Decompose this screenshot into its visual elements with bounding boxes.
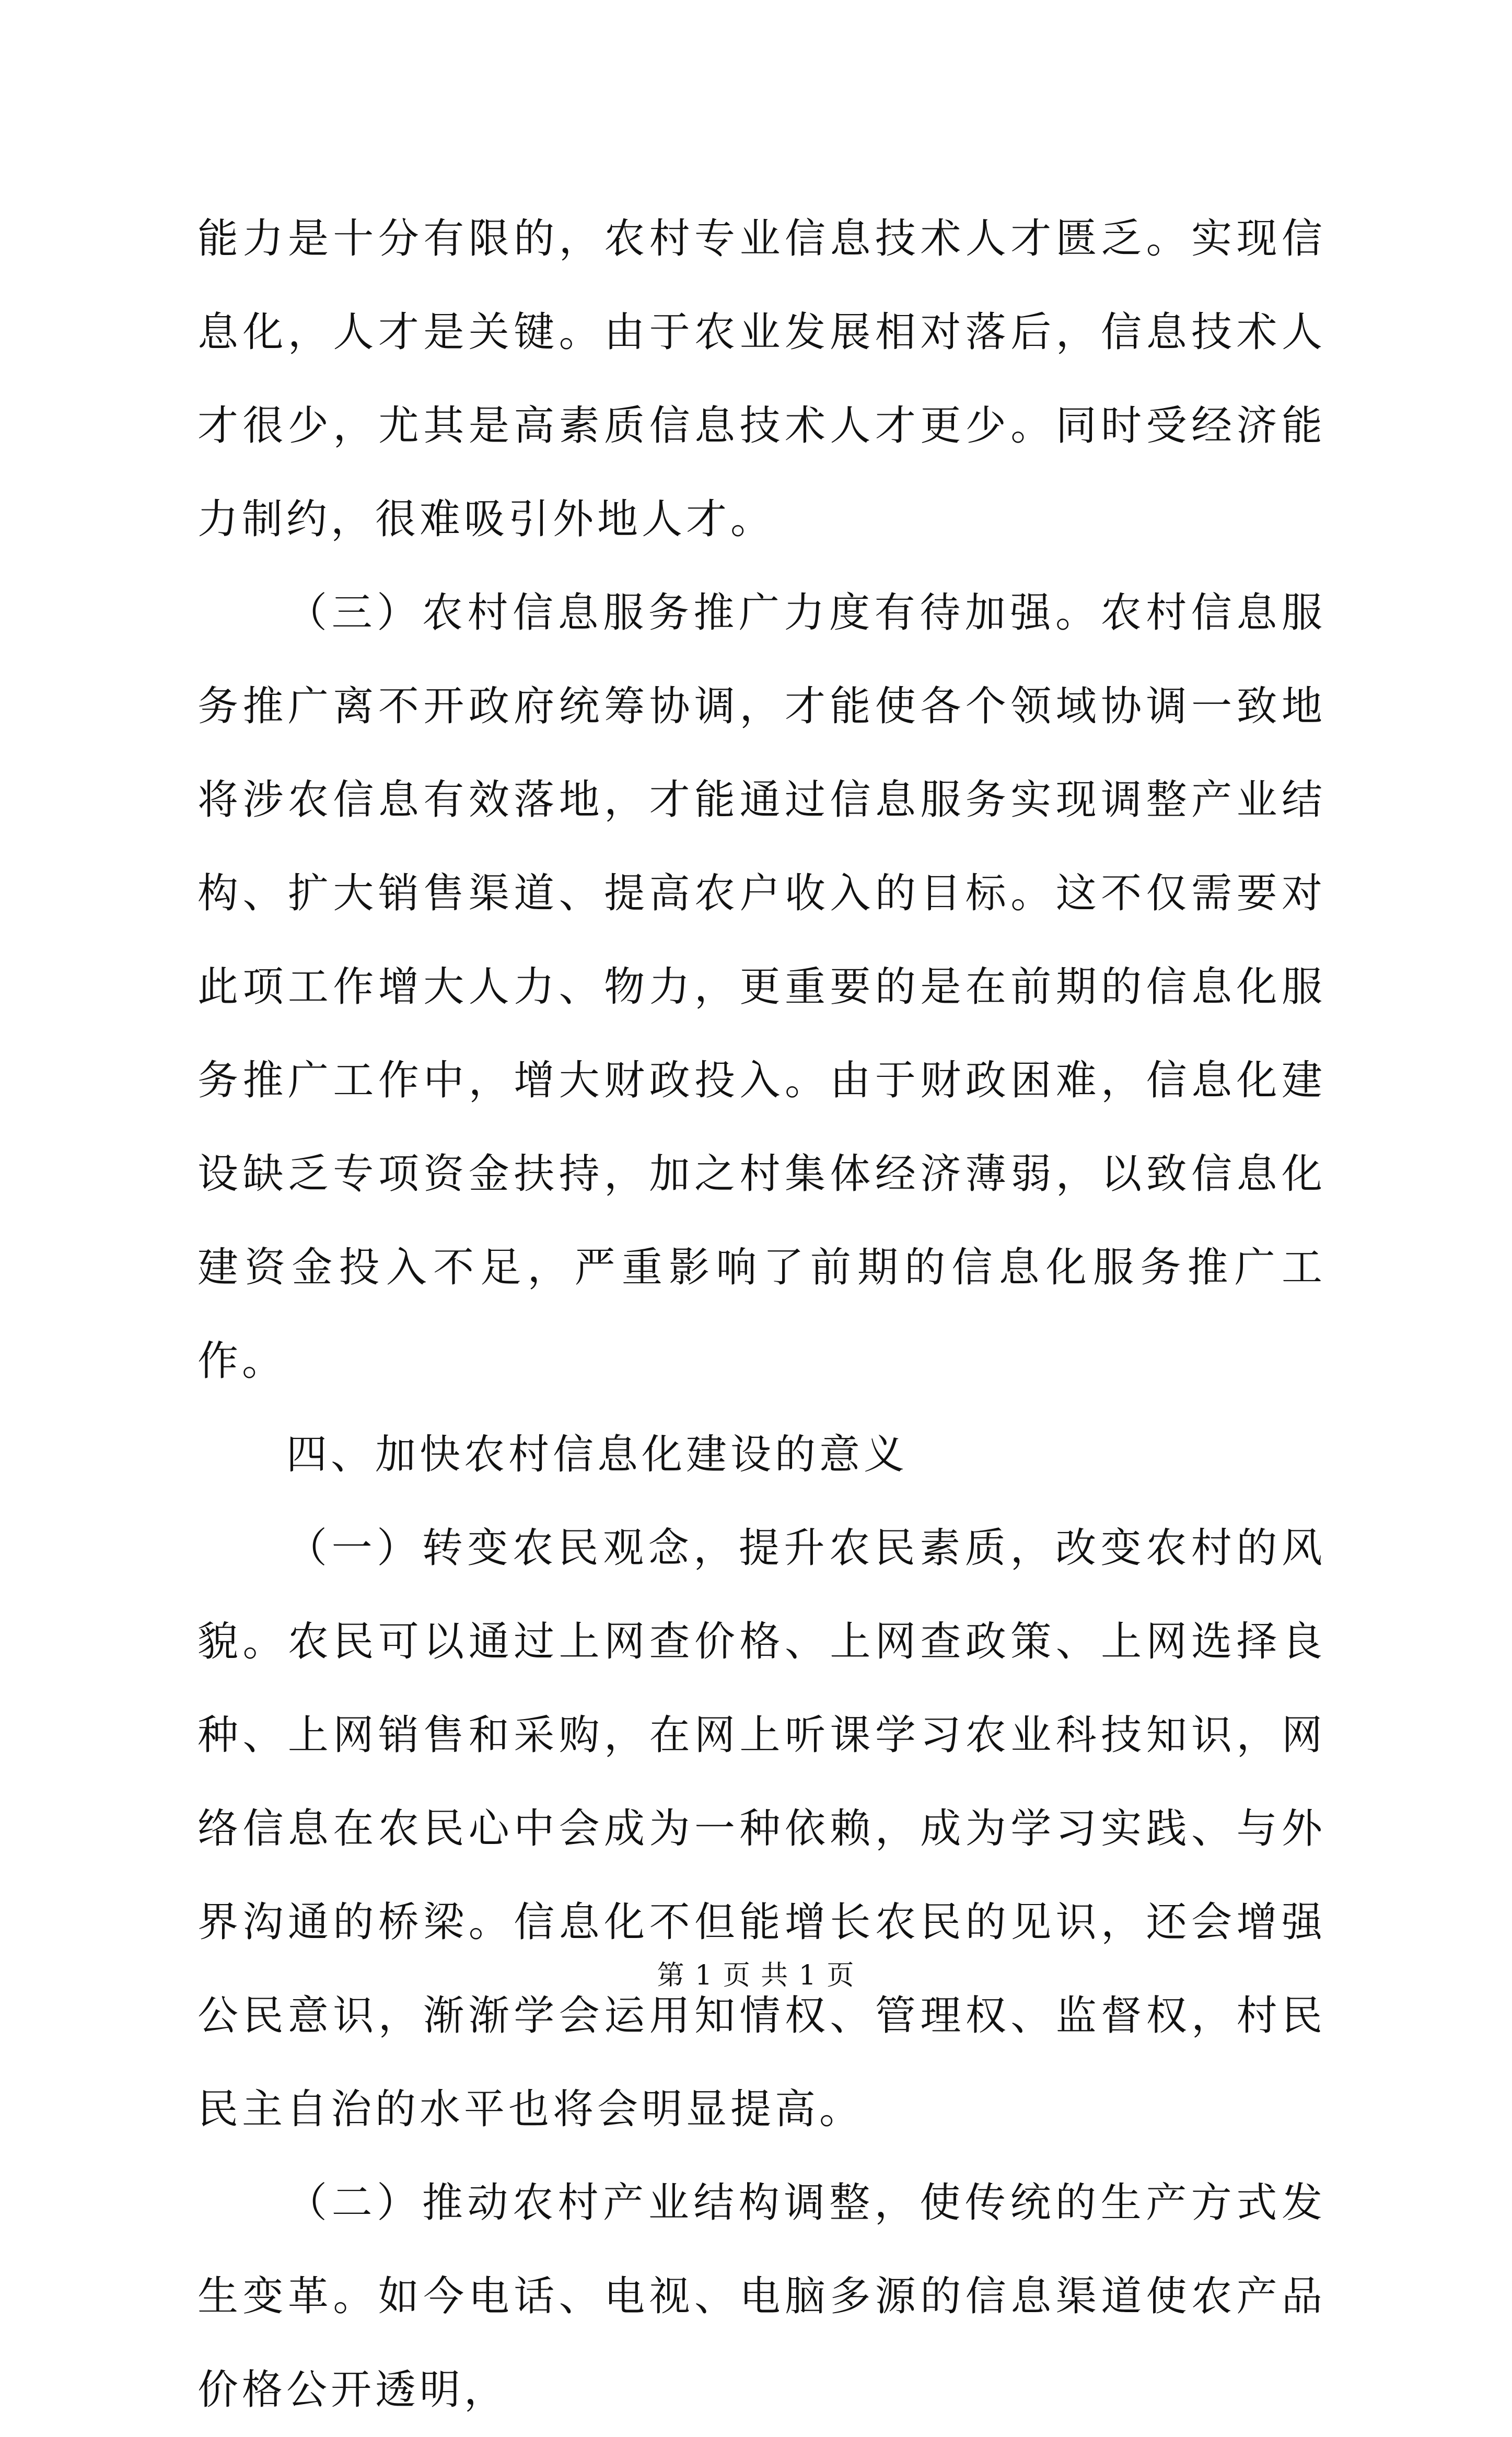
paragraph-service-promotion: （三）农村信息服务推广力度有待加强。农村信息服务推广离不开政府统筹协调，才能使各个领域协调一致地将涉农信息有效落地，才能通过信息服务实现调整产业结构、扩大销售渠道、提高农户收入的目标。这不仅需要对此项工作增大人力、物力，更重要的是在前期的信息化服务推广工作中，增大财政投入。由于财政困难，信息化建设缺乏专项资金扶持，加之村集体经济薄弱，以致信息化建资金投入不足，严重影响了前期的信息化服务推广工作。 (197, 589, 1326, 1385)
document-body (197, 192, 1326, 2437)
paragraph-farmer-concepts: （一）转变农民观念，提升农民素质，改变农村的风貌。农民可以通过上网查价格、上网查政策、上网选择良种、上网销售和采购，在网上听课学习农业科技知识，网络信息在农民心中会成为一种依赖，成为学习实践、与外界沟通的桥梁。信息化不但能增长农民的见识，还会增强公民意识，渐渐学会运用知情权、管理权、监督权，村民民主自治的水平也将会明显提高。 (197, 1525, 1326, 2133)
paragraph-talent-shortage: 能力是十分有限的，农村专业信息技术人才匮乏。实现信息化，人才是关键。由于农业发展相对落后，信息技术人才很少，尤其是高素质信息技术人才更少。同时受经济能力制约，很难吸引外地人才。 (197, 215, 1326, 543)
paragraph-industry-structure: （二）推动农村产业结构调整，使传统的生产方式发生变革。如今电话、电视、电脑多源的信息渠道使农产品价格公开透明， (197, 2179, 1326, 2413)
page-number: 第 1 页 共 1 页 (657, 1960, 855, 1991)
page-footer (0, 1953, 1512, 1992)
section-heading-significance: 四、加快农村信息化建设的意义 (286, 1431, 909, 1478)
